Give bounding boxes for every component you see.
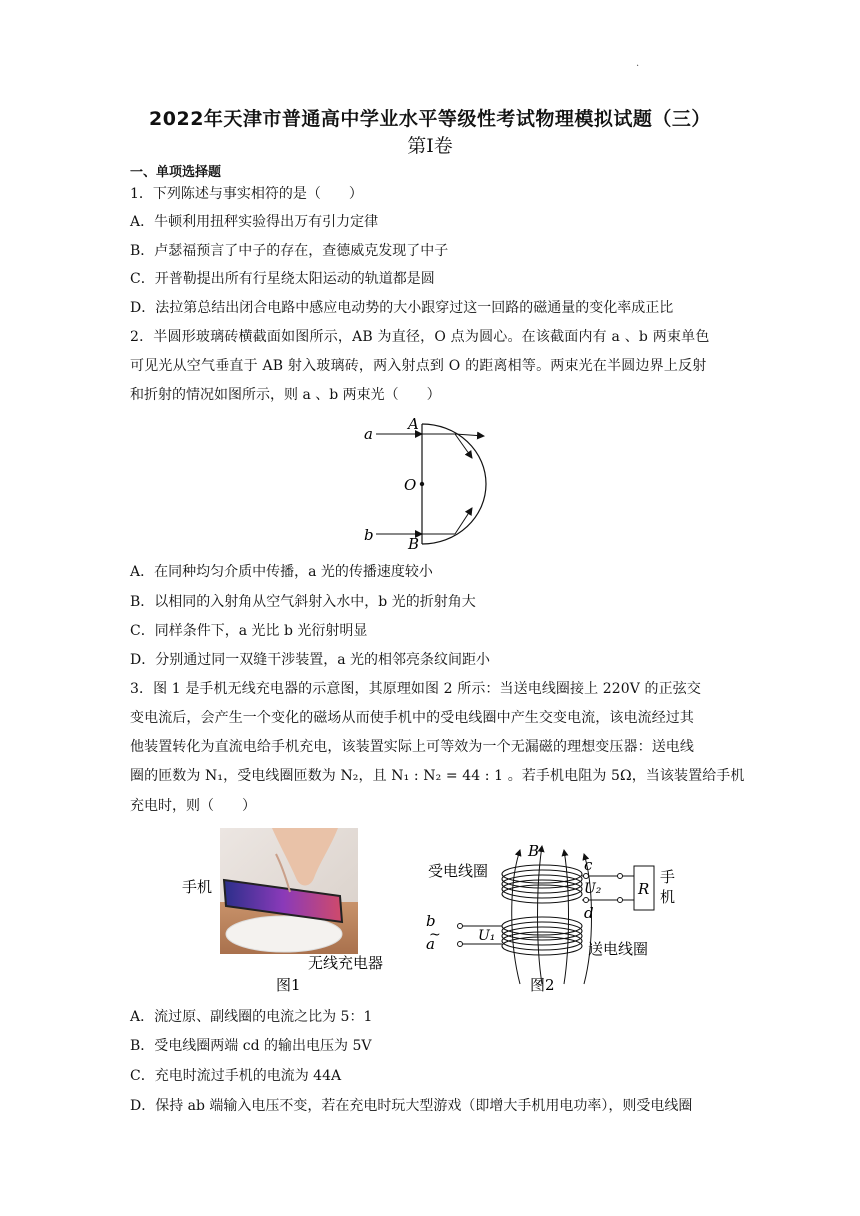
terminal-d — [584, 898, 589, 903]
q2-stem-line-3: 和折射的情况如图所示，则 a 、b 两束光（ ） — [130, 387, 441, 403]
q3-figure-2 — [424, 836, 686, 998]
q3-stem-line-1: 3．图 1 是手机无线充电器的示意图，其原理如图 2 所示：当送电线圈接上 220V 的正弦交 — [130, 681, 701, 697]
ac-symbol: ~ — [429, 927, 441, 943]
label-U2: U₂ — [584, 881, 602, 897]
page-title: 2022年天津市普通高中学业水平等级性考试物理模拟试题（三） — [149, 108, 711, 130]
field-line — [564, 850, 569, 984]
q1-stem: 1．下列陈述与事实相符的是（ ） — [130, 186, 363, 202]
q1-option-a: A．牛顿利用扭秤实验得出万有引力定律 — [130, 214, 379, 230]
label-a: a — [364, 425, 373, 443]
q3-option-d: D．保持 ab 端输入电压不变，若在充电时玩大型游戏（即增大手机用电功率），则受电线圈 — [130, 1098, 693, 1114]
q2-stem-line-2: 可见光从空气垂直于 AB 射入玻璃砖，两入射点到 O 的距离相等。两束光在半圆边界上反射 — [130, 358, 707, 374]
label-B: B — [408, 535, 420, 552]
field-line — [538, 846, 543, 984]
label-b-terminal: b — [426, 912, 436, 930]
q3-option-b: B．受电线圈两端 cd 的输出电压为 5V — [130, 1038, 372, 1054]
q2-option-d: D．分别通过同一双缝干涉装置，a 光的相邻亮条纹间距小 — [130, 652, 491, 668]
receiving-coil — [502, 865, 582, 903]
q2-option-b: B．以相同的入射角从空气斜射入水中，b 光的折射角大 — [130, 594, 476, 610]
label-c: c — [584, 856, 593, 874]
fig1-charger-label: 无线充电器 — [308, 954, 384, 972]
q1-option-b: B．卢瑟福预言了中子的存在，查德威克发现了中子 — [130, 243, 449, 259]
label-O: O — [404, 476, 417, 494]
phone-label-line2: 机 — [660, 888, 676, 906]
fig2-caption: 图2 — [530, 976, 555, 994]
q3-stem-line-5: 充电时，则（ ） — [130, 798, 256, 814]
label-R: R — [638, 880, 650, 898]
q3-stem-line-3: 他装置转化为直流电给手机充电，该装置实际上可等效为一个无漏磁的理想变压器：送电线 — [130, 739, 694, 755]
q3-stem-line-4: 圈的匝数为 N₁，受电线圈匝数为 N₂，且 N₁ : N₂ = 44 : 1 。若手机电阻为 5Ω，当该装置给手机 — [130, 768, 745, 784]
q2-option-a: A．在同种均匀介质中传播，a 光的传播速度较小 — [130, 564, 433, 580]
page-dot: . — [636, 58, 640, 69]
charger-pad — [226, 916, 342, 952]
terminal-a — [458, 942, 463, 947]
label-d: d — [584, 904, 594, 922]
q2-semicircle-figure — [360, 410, 500, 552]
section-heading: 一、单项选择题 — [130, 165, 222, 180]
semicircle-arc — [422, 424, 486, 544]
q2-stem-line-1: 2．半圆形玻璃砖横截面如图所示，AB 为直径，O 点为圆心。在该截面内有 a 、b 两束单色 — [130, 329, 710, 345]
fig1-phone-label: 手机 — [182, 878, 213, 896]
label-A: A — [408, 415, 419, 433]
q3-option-a: A．流过原、副线圈的电流之比为 5：1 — [130, 1009, 373, 1025]
terminal-b — [458, 924, 463, 929]
label-B-field: B — [528, 842, 540, 860]
label-a-terminal: a — [426, 935, 435, 953]
center-point — [420, 482, 424, 486]
label-b: b — [364, 526, 374, 544]
send-coil-label: 送电线圈 — [588, 940, 649, 958]
q3-figure-1 — [180, 826, 405, 998]
q2-option-c: C．同样条件下，a 光比 b 光衍射明显 — [130, 623, 368, 639]
fig1-caption: 图1 — [276, 976, 301, 994]
q3-stem-line-2: 变电流后，会产生一个变化的磁场从而使手机中的受电线圈中产生交变电流，该电流经过其 — [130, 710, 694, 726]
field-line — [512, 850, 520, 984]
receive-coil-label: 受电线圈 — [428, 862, 489, 880]
q1-option-d: D．法拉第总结出闭合电路中感应电动势的大小跟穿过这一回路的磁通量的变化率成正比 — [130, 300, 674, 316]
phone-label-line1: 手 — [660, 868, 676, 886]
q1-option-c: C．开普勒提出所有行星绕太阳运动的轨道都是圆 — [130, 271, 435, 287]
label-U1: U₁ — [478, 928, 496, 944]
paper-part-title: 第Ⅰ卷 — [407, 135, 453, 157]
terminal-c — [584, 874, 589, 879]
q3-option-c: C．充电时流过手机的电流为 44A — [130, 1068, 342, 1084]
